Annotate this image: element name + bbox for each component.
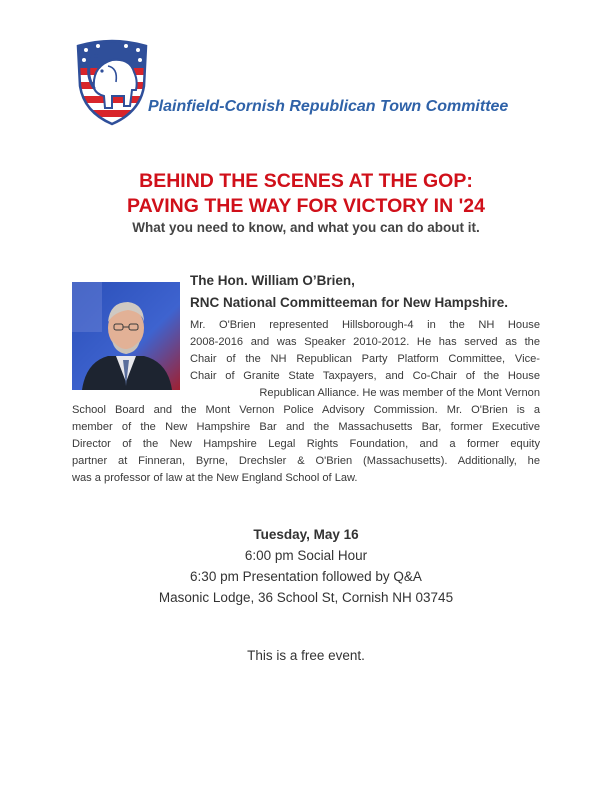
event-presentation: 6:30 pm Presentation followed by Q&A: [190, 569, 422, 584]
bio-line: member of the New Hampshire Bar and the Massachusetts Bar, former Executive: [72, 421, 540, 433]
speaker-photo: [72, 282, 180, 390]
bio-line: 2008-2016 and was Speaker 2010-2012. He has served as the: [190, 336, 540, 348]
bio-line: Chair of the NH Republican Party Platform Committee, Vice-: [190, 353, 540, 365]
event-date: Tuesday, May 16: [253, 527, 359, 542]
headline-line-1: BEHIND THE SCENES AT THE GOP:: [139, 170, 473, 192]
speaker-bio-top: [190, 317, 540, 402]
organization-name: Plainfield-Cornish Republican Town Committee: [148, 98, 509, 115]
bio-line: Mr. O'Brien represented Hillsborough-4 in the NH House: [190, 319, 540, 331]
free-event-note: This is a free event.: [247, 648, 365, 663]
event-social-hour: 6:00 pm Social Hour: [244, 548, 368, 563]
subheadline: What you need to know, and what you can do about it.: [132, 220, 480, 235]
speaker-title: RNC National Committeeman for New Hampshire.: [190, 295, 509, 310]
gop-elephant-logo-icon: [72, 38, 152, 126]
bio-line: Republican Alliance. He was member of the Mont Vernon: [259, 387, 540, 399]
bio-line: was a professor of law at the New England School of Law.: [72, 472, 358, 484]
headline-line-2: PAVING THE WAY FOR VICTORY IN '24: [127, 195, 485, 217]
speaker-name: The Hon. William O’Brien,: [190, 273, 355, 288]
bio-line: School Board and the Mont Vernon Police Advisory Commission. Mr. O'Brien is a: [72, 404, 540, 416]
speaker-bio-bottom: [72, 402, 540, 487]
bio-line: Chair of Granite State Taxpayers, and Co-Chair of the House: [190, 370, 540, 382]
event-location: Masonic Lodge, 36 School St, Cornish NH 03745: [158, 590, 454, 605]
bio-line: Director of the New Hampshire Legal Rights Foundation, and a former equity: [72, 438, 540, 450]
bio-line: partner at Finneran, Byrne, Drechsler & O'Brien (Massachusetts). Additionally, he: [72, 455, 540, 467]
